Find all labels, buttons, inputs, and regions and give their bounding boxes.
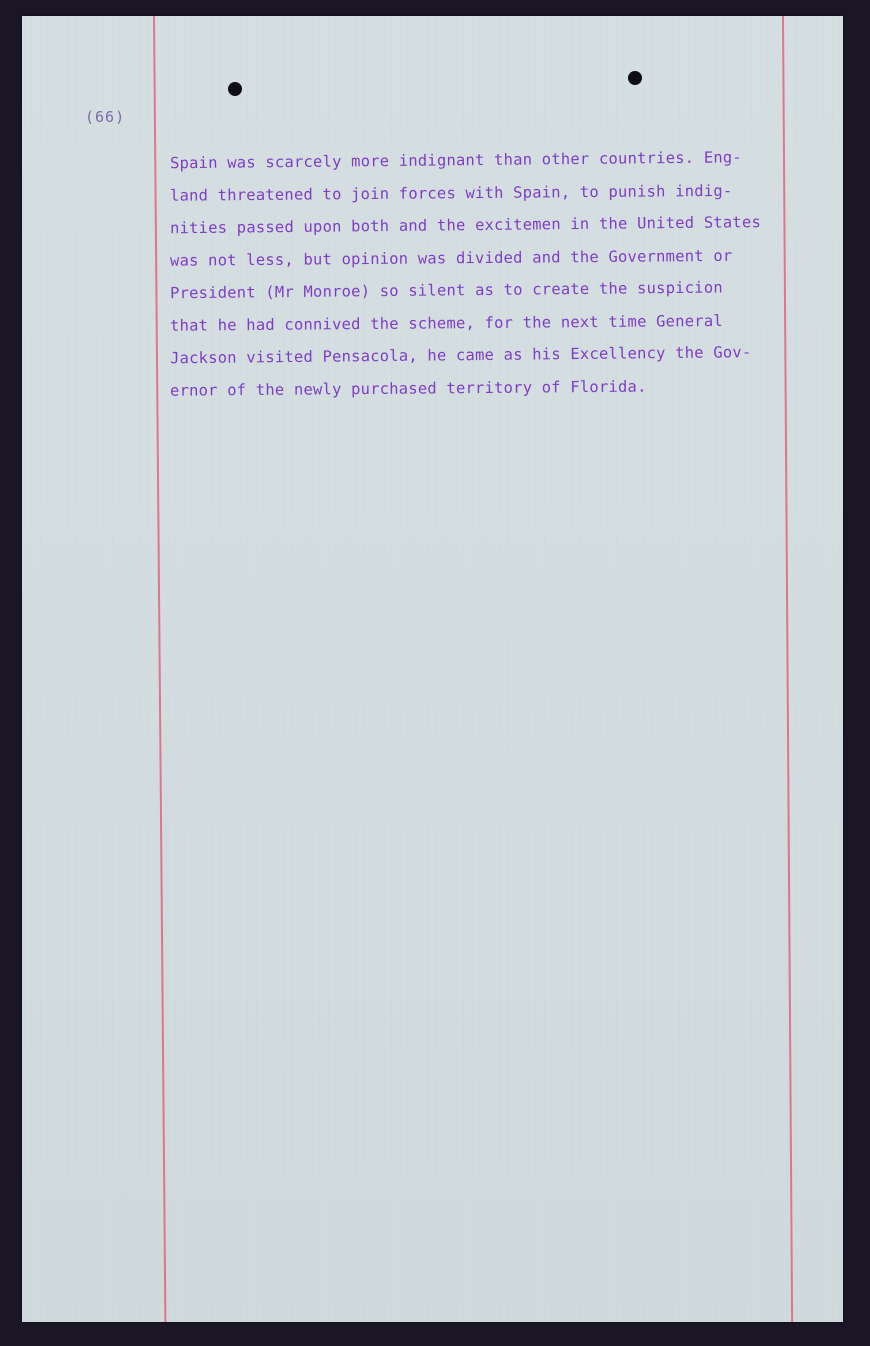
text-line: that he had connived the scheme, for the next time General (169, 311, 723, 335)
typed-paragraph (170, 144, 800, 404)
page-number: (66) (85, 108, 126, 126)
text-line: land threatened to join forces with Spain, to punish indig- (169, 181, 733, 205)
punch-hole-right (628, 71, 642, 85)
text-line: Jackson visited Pensacola, he came as his Excellency the Gov- (169, 343, 752, 368)
text-line: President (Mr Monroe) so silent as to create the suspicion (169, 278, 723, 303)
punch-hole-left (228, 82, 242, 96)
left-margin-rule (153, 16, 166, 1322)
text-line: ernor of the newly purchased territory of Florida. (169, 377, 647, 400)
text-line: Spain was scarcely more indignant than other countries. Eng- (169, 148, 742, 173)
document-page (22, 16, 843, 1322)
text-line: was not less, but opinion was divided and the Government or (169, 246, 733, 270)
text-line: nities passed upon both and the excitemen in the United States (169, 213, 762, 238)
